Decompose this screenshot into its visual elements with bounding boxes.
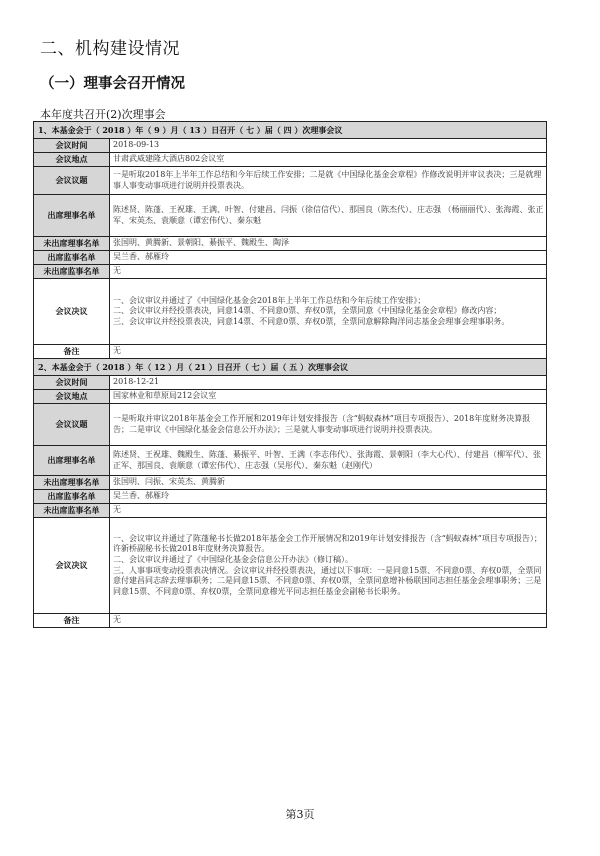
time-value: 2018-12-21: [110, 376, 547, 390]
attending-supervisors-row: [34, 251, 547, 265]
absent-supervisors-row: [34, 265, 547, 279]
attending-directors-row: [34, 195, 547, 237]
place-label: 会议地点: [34, 153, 110, 167]
absent-supervisors-label: 未出席监事名单: [34, 265, 110, 279]
attending-supervisors-row: [34, 490, 547, 504]
topics-label: 会议议题: [34, 404, 110, 446]
time-label: 会议时间: [34, 376, 110, 390]
absent-directors-value: 张国明、黄腾新、景朝阳、綦振平、魏殿生、陶泽: [110, 237, 547, 251]
resolution-value: [110, 518, 547, 614]
meeting-place-row: [34, 153, 547, 167]
resolution-row: [34, 518, 547, 614]
meeting-header: 2、本基金会于（ 2018 ）年（ 12 ）月（ 21 ）日召开（ 七 ）届（ 五 ）次理事会议: [34, 359, 547, 376]
meeting-header: 1、本基金会于（ 2018 ）年（ 9 ）月（ 13 ）日召开（ 七 ）届（ 四 ）次理事会议: [34, 122, 547, 139]
resolution-item: 二、会议审议并经投票表决，同意14票、不同意0票、弃权0票，全票同意《中国绿化基金会章程》修改内容；: [113, 306, 502, 316]
attending-directors-label: 出席理事名单: [34, 195, 110, 237]
meeting-time-row: [34, 139, 547, 153]
attending-supervisors-label: 出席监事名单: [34, 490, 110, 504]
absent-directors-label: 未出席理事名单: [34, 237, 110, 251]
resolution-item: 二、会议审议并通过了《中国绿化基金会信息公开办法》（修订稿）。: [113, 554, 353, 564]
remark-label: 备注: [34, 345, 110, 359]
attending-directors-row: [34, 446, 547, 476]
absent-directors-label: 未出席理事名单: [34, 476, 110, 490]
resolution-item: 三、人事事项变动投票表决情况。会议审议并经投票表决，通过以下事项：一是同意15票、不同意0票、弃权0票，全票同意付建昌同志辞去理事职务；二是同意15票、不同意0票、弃权0票，全票同意增补杨联国同志担任基金会理事职务；三是同意15票、不同意0票、弃权0票，全票同意穆光平同志担任基金会副秘书长职务。: [113, 565, 542, 596]
resolution-row: [34, 279, 547, 345]
remark-row: [34, 614, 547, 628]
remark-value: 无: [110, 345, 547, 359]
attending-supervisors-label: 出席监事名单: [34, 251, 110, 265]
attending-supervisors-value: 吴兰香、郝雁玲: [110, 490, 547, 504]
board-meetings-table: [33, 121, 547, 628]
meeting-count-summary: 本年度共召开(2)次理事会: [40, 108, 166, 121]
topics-value: 一是听取并审议2018年基金会工作开展和2019年计划安排报告（含“蚂蚁森林”项目专项报告）、2018年度财务决算报告；二是审议《中国绿化基金会信息公开办法》；三是就人事变动事项进行说明并投票表决。: [110, 404, 547, 446]
subsection-title: （一）理事会召开情况: [40, 76, 185, 92]
attending-directors-value: 陈述贤、陈蓬、王祝雄、王满、叶智、付建昌、闫振（徐信信代）、那国良（陈杰代）、庄志强 （杨丽丽代）、张海霞、张正军、宋英杰、袁顺意（谭宏伟代）、秦东魁: [110, 195, 547, 237]
meeting-place-row: [34, 390, 547, 404]
time-value: 2018-09-13: [110, 139, 547, 153]
attending-directors-value: 陈述贤、王祝雄、魏殿生、陈蓬、綦振平、叶智、王满（李志伟代）、张海霞、景朝阳（李大心代）、付建昌（柳军代）、张正军、那国良、袁顺意（谭宏伟代）、庄志强（吴彤代）、秦东魁（赵刚代）: [110, 446, 547, 476]
meeting-header-row: [34, 359, 547, 376]
attending-supervisors-value: 吴兰香、郝雁玲: [110, 251, 547, 265]
absent-directors-value: 张国明、闫振、宋英杰、黄腾新: [110, 476, 547, 490]
resolution-item: 一、会议审议并通过了《中国绿化基金会2018年上半年工作总结和今年后续工作安排》；: [113, 295, 426, 305]
absent-directors-row: [34, 476, 547, 490]
topics-label: 会议议题: [34, 167, 110, 195]
resolution-item: 三、会议审议并经投票表决，同意14票、不同意0票、弃权0票，全票同意解除陶洋同志基金会理事会理事职务。: [113, 316, 510, 326]
absent-supervisors-row: [34, 504, 547, 518]
meeting-time-row: [34, 376, 547, 390]
meeting-topics-row: [34, 167, 547, 195]
absent-supervisors-label: 未出席监事名单: [34, 504, 110, 518]
absent-supervisors-value: 无: [110, 504, 547, 518]
place-value: 甘肃武威建隆大酒店802会议室: [110, 153, 547, 167]
resolution-item: 一、会议审议并通过了陈蓬秘书长做2018年基金会工作开展情况和2019年计划安排报告（含“蚂蚁森林”项目专项报告）；许新桥副秘书长做2018年度财务决算报告。: [113, 533, 542, 554]
absent-directors-row: [34, 237, 547, 251]
place-value: 国家林业和草原局212会议室: [110, 390, 547, 404]
meeting-topics-row: [34, 404, 547, 446]
remark-value: 无: [110, 614, 547, 628]
absent-supervisors-value: 无: [110, 265, 547, 279]
resolution-label: 会议决议: [34, 518, 110, 614]
resolution-label: 会议决议: [34, 279, 110, 345]
attending-directors-label: 出席理事名单: [34, 446, 110, 476]
remark-row: [34, 345, 547, 359]
remark-label: 备注: [34, 614, 110, 628]
meeting-header-row: [34, 122, 547, 139]
place-label: 会议地点: [34, 390, 110, 404]
section-title: 二、机构建设情况: [40, 39, 180, 59]
time-label: 会议时间: [34, 139, 110, 153]
page-number: 第3页: [285, 808, 315, 821]
resolution-value: [110, 279, 547, 345]
topics-value: 一是听取2018年上半年工作总结和今年后续工作安排；二是就《中国绿化基金会章程》作修改说明并审议表决；三是就理事人事变动事项进行说明并投票表决。: [110, 167, 547, 195]
